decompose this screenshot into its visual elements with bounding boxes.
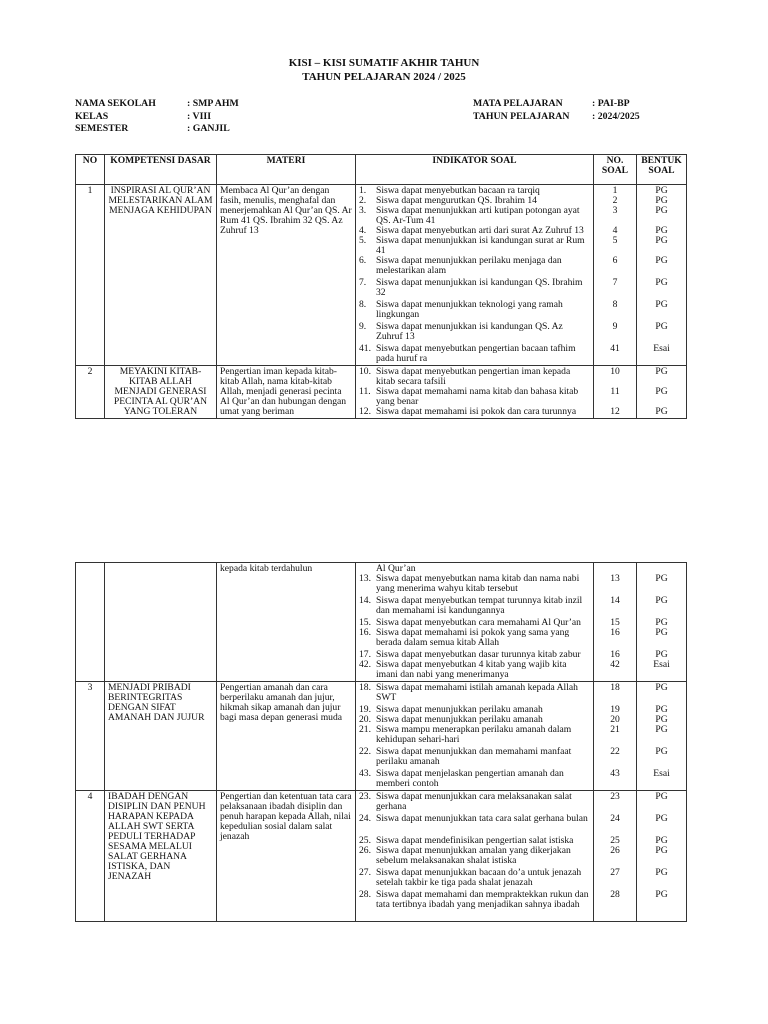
soal-type: PG: [655, 835, 668, 846]
soal-number: 5: [612, 235, 618, 246]
soal-type: Esai: [653, 768, 670, 779]
indikator-text: Siswa dapat mendefinisikan pengertian salat istiska: [376, 836, 574, 846]
meta-value: : 2024/2025: [592, 111, 640, 122]
indikator-text: Siswa dapat menunjukkan perilaku amanah: [376, 715, 543, 725]
indikator-number: 14.: [359, 596, 371, 606]
doc-subtitle: TAHUN PELAJARAN 2024 / 2025: [302, 71, 466, 83]
header-bentuk-soal: BENTUK SOAL: [637, 155, 687, 185]
indikator-text: Siswa dapat memahami dan mempraktekkan rukun dan tata tertibnya ibadah yang menjadikan sahnya ibadah: [376, 890, 589, 910]
indikator-cell: [356, 185, 594, 366]
indikator-text: Siswa dapat menyebutkan cara memahami Al Qur’an: [376, 618, 581, 628]
indikator-item: [359, 322, 590, 344]
soal-type: PG: [655, 406, 668, 417]
soal-number: 13: [610, 573, 620, 584]
indikator-item: [359, 564, 590, 574]
indikator-item: [359, 769, 590, 789]
soal-number: 18: [610, 682, 620, 693]
indikator-number: 42.: [359, 660, 371, 670]
kompetensi-dasar-cell: INSPIRASI AL QUR’AN MELESTARIKAN ALAM MENJAGA KEHIDUPAN: [105, 185, 217, 366]
indikator-item: [359, 705, 590, 715]
indikator-text: Siswa dapat memahami isi pokok yang sama yang berada dalam semua kitab Allah: [376, 628, 570, 648]
indikator-text: Siswa dapat menunjukkan cara melaksanakan salat gerhana: [376, 792, 572, 812]
soal-type: PG: [655, 845, 668, 856]
indikator-text: Siswa dapat menyebutkan nama kitab dan nama nabi yang menerima wahyu kitab tersebut: [376, 574, 580, 594]
header-indikator: INDIKATOR SOAL: [356, 155, 594, 185]
indikator-text: Siswa dapat menyebutkan 4 kitab yang wajib kita imani dan nabi yang menerimanya: [376, 660, 567, 680]
table-row: [76, 791, 687, 922]
soal-number: 11: [610, 386, 620, 397]
indikator-text: Siswa dapat mengurutkan QS. Ibrahim 14: [376, 196, 537, 206]
indikator-number: 7.: [359, 278, 367, 288]
indikator-text: Siswa dapat menunjukkan perilaku amanah: [376, 705, 543, 715]
soal-type: PG: [655, 386, 668, 397]
indikator-number: 10.: [359, 367, 371, 377]
soal-type: PG: [655, 889, 668, 900]
indikator-item: [359, 725, 590, 747]
soal-number: 16: [610, 627, 620, 638]
soal-number: 9: [612, 321, 618, 332]
indikator-item: [359, 836, 590, 846]
indikator-text: Siswa dapat menunjukkan perilaku menjaga dan melestarikan alam: [376, 256, 562, 276]
soal-number: 27: [610, 867, 620, 878]
indikator-text: Siswa dapat memahami nama kitab dan bahasa kitab yang benar: [376, 387, 579, 407]
kompetensi-dasar-cell: MEYAKINI KITAB-KITAB ALLAH MENJADI GENERASI PECINTA AL QUR’AN YANG TOLERAN: [105, 366, 217, 419]
soal-number: 12: [610, 406, 620, 417]
row-number: 4: [76, 791, 105, 922]
indikator-number: 2.: [359, 196, 367, 206]
indikator-item: [359, 650, 590, 660]
indikator-text: Siswa dapat menjelaskan pengertian amanah dan memberi contoh: [376, 769, 564, 789]
indikator-text: Siswa dapat menunjukkan dan memahami manfaat perilaku amanah: [376, 747, 572, 767]
meta-value: : VIII: [187, 111, 212, 122]
table-row: [76, 366, 687, 419]
indikator-cell: [356, 366, 594, 419]
soal-type: PG: [655, 299, 668, 310]
no-soal-cell: [594, 366, 637, 419]
soal-type: PG: [655, 235, 668, 246]
meta-label: SEMESTER: [75, 123, 129, 134]
soal-type: PG: [655, 791, 668, 802]
soal-type: PG: [655, 277, 668, 288]
bentuk-soal-cell: [637, 366, 687, 419]
indikator-cell: [356, 563, 594, 682]
indikator-item: [359, 344, 590, 364]
no-soal-cell: [594, 185, 637, 366]
soal-number: 1: [612, 185, 618, 196]
indikator-text: Siswa dapat menunjukkan teknologi yang ramah lingkungan: [376, 300, 563, 320]
indikator-cell: [356, 791, 594, 922]
indikator-text: Siswa dapat menunjukkan amalan yang dikerjakan sebelum melaksanakan shalat istiska: [376, 846, 571, 866]
indikator-number: 20.: [359, 715, 371, 725]
indikator-item: [359, 792, 590, 814]
soal-type: PG: [655, 682, 668, 693]
indikator-number: 19.: [359, 705, 371, 715]
soal-type: PG: [655, 205, 668, 216]
soal-number: 22: [610, 746, 620, 757]
header-kompetensi-dasar: KOMPETENSI DASAR: [105, 155, 217, 185]
kompetensi-dasar-cell: MENJADI PRIBADI BERINTEGRITAS DENGAN SIFAT AMANAH DAN JUJUR: [105, 682, 217, 791]
indikator-item: [359, 300, 590, 322]
soal-type: Esai: [653, 343, 670, 354]
indikator-item: [359, 367, 590, 387]
soal-type: PG: [655, 595, 668, 606]
table-row: [76, 185, 687, 366]
indikator-item: [359, 278, 590, 300]
meta-label: MATA PELAJARAN: [473, 98, 563, 109]
indikator-number: 1.: [359, 186, 367, 196]
kompetensi-dasar-cell: IBADAH DENGAN DISIPLIN DAN PENUH HARAPAN KEPADA ALLAH SWT SERTA PEDULI TERHADAP SESAMA MELALUI SALAT GERHANA ISTISKA, DAN JENAZAH: [105, 791, 217, 922]
soal-number: 10: [610, 366, 620, 377]
soal-type: PG: [655, 195, 668, 206]
soal-type: PG: [655, 714, 668, 725]
indikator-number: 18.: [359, 683, 371, 693]
soal-number: 7: [612, 277, 618, 288]
soal-number: 20: [610, 714, 620, 725]
soal-number: 43: [610, 768, 620, 779]
soal-type: PG: [655, 627, 668, 638]
header-no: NO: [76, 155, 105, 185]
indikator-item: [359, 574, 590, 596]
materi-cell: Membaca Al Qur’an dengan fasih, menulis, menghafal dan menerjemahkan Al Qur’an QS. Ar Rum 41 QS. Ibrahim 32 QS. Az Zuhruf 13: [217, 185, 356, 366]
indikator-item: [359, 236, 590, 256]
kisi-table-page2: [75, 562, 687, 922]
doc-title: KISI – KISI SUMATIF AKHIR TAHUN: [288, 57, 480, 69]
indikator-item: [359, 846, 590, 868]
indikator-text: Siswa dapat menyebutkan pengertian iman kepada kitab secara tafsili: [376, 367, 571, 387]
indikator-item: [359, 814, 590, 836]
meta-value: : PAI-BP: [592, 98, 630, 109]
indikator-number: 8.: [359, 300, 367, 310]
soal-number: 24: [610, 813, 620, 824]
soal-number: 21: [610, 724, 620, 735]
meta-label: KELAS: [75, 111, 109, 122]
meta-value: : GANJIL: [187, 123, 230, 134]
indikator-number: 22.: [359, 747, 371, 757]
kisi-table-page1: [75, 154, 687, 419]
indikator-number: 16.: [359, 628, 371, 638]
soal-number: 23: [610, 791, 620, 802]
soal-number: 6: [612, 255, 618, 266]
bentuk-soal-cell: [637, 185, 687, 366]
indikator-text: Al Qur’an: [376, 564, 416, 574]
indikator-number: 5.: [359, 236, 367, 246]
soal-type: PG: [655, 617, 668, 628]
indikator-item: [359, 868, 590, 890]
indikator-number: 15.: [359, 618, 371, 628]
soal-number: 2: [612, 195, 618, 206]
indikator-number: 41.: [359, 344, 371, 354]
indikator-number: 4.: [359, 226, 367, 236]
soal-number: 3: [612, 205, 618, 216]
indikator-text: Siswa dapat menunjukkan tata cara salat gerhana bulan: [376, 814, 588, 824]
indikator-number: 9.: [359, 322, 367, 332]
indikator-item: [359, 747, 590, 769]
indikator-item: [359, 618, 590, 628]
soal-number: 16: [610, 649, 620, 660]
bentuk-soal-cell: [637, 791, 687, 922]
indikator-text: Siswa dapat menyebutkan pengertian bacaan tafhim pada huruf ra: [376, 344, 576, 364]
soal-type: Esai: [653, 659, 670, 670]
indikator-item: [359, 387, 590, 407]
indikator-number: 28.: [359, 890, 371, 900]
soal-type: PG: [655, 255, 668, 266]
soal-type: PG: [655, 321, 668, 332]
indikator-number: 11.: [359, 387, 371, 397]
row-number: 3: [76, 682, 105, 791]
no-soal-cell: [594, 791, 637, 922]
kompetensi-dasar-cell: [105, 563, 217, 682]
indikator-text: Siswa dapat memahami isi pokok dan cara turunnya: [376, 407, 577, 417]
indikator-item: [359, 226, 590, 236]
indikator-item: [359, 196, 590, 206]
soal-type: PG: [655, 746, 668, 757]
soal-type: PG: [655, 225, 668, 236]
indikator-number: 3.: [359, 206, 367, 216]
bentuk-soal-cell: [637, 682, 687, 791]
indikator-number: 21.: [359, 725, 371, 735]
soal-number: 4: [612, 225, 618, 236]
indikator-number: 17.: [359, 650, 371, 660]
indikator-item: [359, 890, 590, 920]
materi-cell: Pengertian dan ketentuan tata cara pelaksanaan ibadah disiplin dan penuh harapan kepada Allah, nilai kepedulian sosial dalam salat jenazah: [217, 791, 356, 922]
no-soal-cell: [594, 682, 637, 791]
soal-type: PG: [655, 649, 668, 660]
soal-type: PG: [655, 366, 668, 377]
indikator-number: 23.: [359, 792, 371, 802]
indikator-text: Siswa dapat menyebutkan tempat turunnya kitab inzil dan memahami isi kandungannya: [376, 596, 583, 616]
table-row: [76, 682, 687, 791]
soal-type: PG: [655, 185, 668, 196]
indikator-text: Siswa dapat menunjukkan isi kandungan QS. Az Zuhruf 13: [376, 322, 563, 342]
soal-number: 14: [610, 595, 620, 606]
indikator-number: 12.: [359, 407, 371, 417]
header-materi: MATERI: [217, 155, 356, 185]
soal-type: PG: [655, 573, 668, 584]
indikator-item: [359, 628, 590, 650]
meta-label: TAHUN PELAJARAN: [473, 111, 570, 122]
indikator-item: [359, 715, 590, 725]
soal-number: 19: [610, 704, 620, 715]
indikator-item: [359, 186, 590, 196]
indikator-item: [359, 407, 590, 417]
indikator-text: Siswa dapat menunjukkan bacaan do’a untuk jenazah setelah takbir ke tiga pada shalat jenazah: [376, 868, 582, 888]
indikator-number: 43.: [359, 769, 371, 779]
soal-number: 26: [610, 845, 620, 856]
soal-type: PG: [655, 867, 668, 878]
materi-cell: Pengertian iman kepada kitab-kitab Allah, nama kitab-kitab Allah, menjadi generasi pecinta Al Qur’an dan hubungan dengan umat yang beriman: [217, 366, 356, 419]
indikator-number: 26.: [359, 846, 371, 856]
indikator-text: Siswa dapat menyebutkan bacaan ra tarqiq: [376, 186, 540, 196]
indikator-text: Siswa dapat menunjukkan isi kandungan QS. Ibrahim 32: [376, 278, 583, 298]
table-row: [76, 563, 687, 682]
indikator-number: 6.: [359, 256, 367, 266]
indikator-text: Siswa dapat menyebutkan dasar turunnya kitab zabur: [376, 650, 581, 660]
materi-cell: Pengertian amanah dan cara berperilaku amanah dan jujur, hikmah sikap amanah dan jujur bagi masa depan generasi muda: [217, 682, 356, 791]
indikator-text: Siswa dapat menunjukkan isi kandungan surat ar Rum 41: [376, 236, 585, 256]
soal-number: 42: [610, 659, 620, 670]
soal-number: 15: [610, 617, 620, 628]
materi-cell: kepada kitab terdahulun: [217, 563, 356, 682]
indikator-text: Siswa mampu menerapkan perilaku amanah dalam kehidupan sehari-hari: [376, 725, 572, 745]
soal-number: 8: [612, 299, 618, 310]
indikator-item: [359, 256, 590, 278]
soal-type: PG: [655, 724, 668, 735]
row-number: [76, 563, 105, 682]
row-number: 2: [76, 366, 105, 419]
indikator-item: [359, 660, 590, 680]
indikator-item: [359, 683, 590, 705]
indikator-cell: [356, 682, 594, 791]
indikator-number: 25.: [359, 836, 371, 846]
row-number: 1: [76, 185, 105, 366]
bentuk-soal-cell: [637, 563, 687, 682]
soal-number: 25: [610, 835, 620, 846]
soal-number: 41: [610, 343, 620, 354]
indikator-item: [359, 206, 590, 226]
soal-type: PG: [655, 704, 668, 715]
meta-value: : SMP AHM: [187, 98, 239, 109]
indikator-number: 13.: [359, 574, 371, 584]
soal-number: 28: [610, 889, 620, 900]
indikator-item: [359, 596, 590, 618]
indikator-text: Siswa dapat menyebutkan arti dari surat Az Zuhruf 13: [376, 226, 584, 236]
meta-label: NAMA SEKOLAH: [75, 98, 156, 109]
indikator-text: Siswa dapat menunjukkan arti kutipan potongan ayat QS. Ar-Tum 41: [376, 206, 580, 226]
indikator-text: Siswa dapat memahami istilah amanah kepada Allah SWT: [376, 683, 578, 703]
indikator-number: 27.: [359, 868, 371, 878]
header-no-soal: NO. SOAL: [594, 155, 637, 185]
soal-type: PG: [655, 813, 668, 824]
indikator-number: 24.: [359, 814, 371, 824]
no-soal-cell: [594, 563, 637, 682]
